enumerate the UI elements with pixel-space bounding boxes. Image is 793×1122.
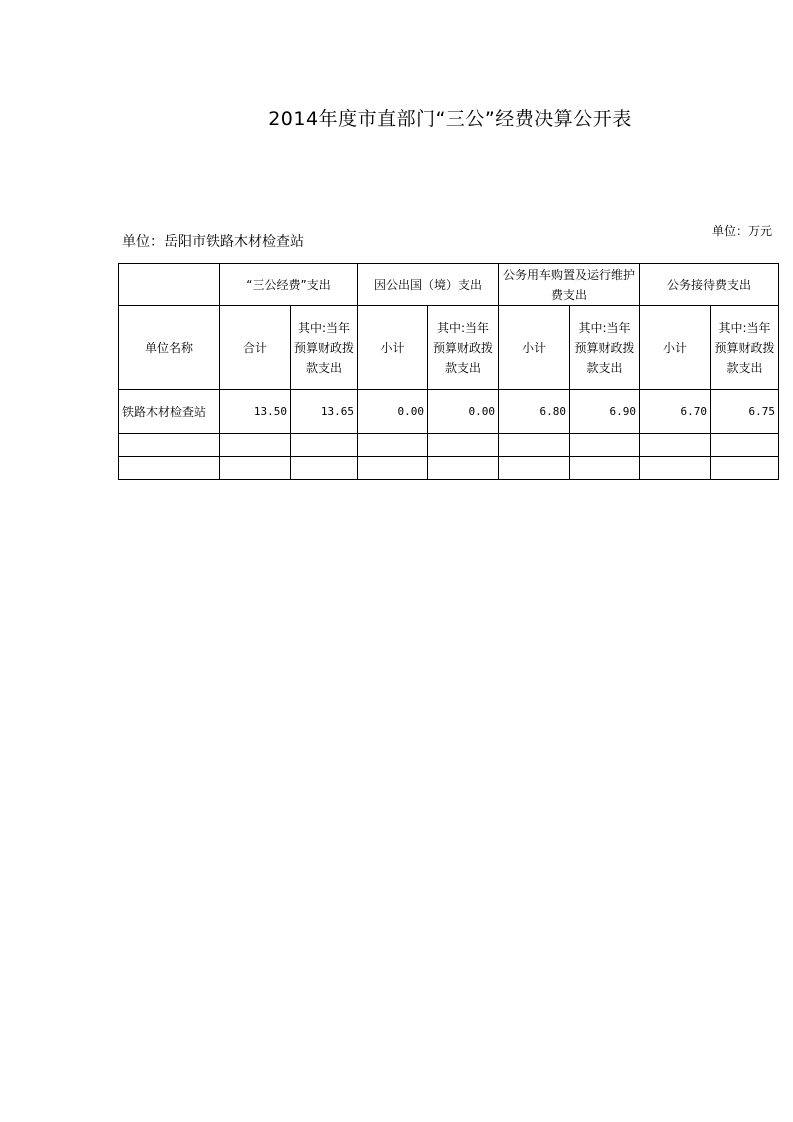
cell-reception-subtotal: 6.70 bbox=[640, 390, 711, 434]
three-public-expenses-table bbox=[118, 263, 779, 480]
empty-cell bbox=[711, 457, 779, 480]
header-blank-cell bbox=[119, 264, 220, 306]
empty-cell bbox=[570, 457, 640, 480]
empty-cell bbox=[499, 434, 570, 457]
cell-vehicle-budget: 6.90 bbox=[570, 390, 640, 434]
row-unit-name bbox=[119, 457, 220, 480]
header-overseas-travel: 因公出国（境）支出 bbox=[358, 264, 499, 306]
empty-cell bbox=[358, 457, 428, 480]
empty-cell bbox=[570, 434, 640, 457]
header-unit-name: 单位名称 bbox=[119, 306, 220, 390]
header-row-columns bbox=[119, 306, 779, 390]
empty-cell bbox=[358, 434, 428, 457]
header-subtotal: 小计 bbox=[358, 306, 428, 390]
header-subtotal: 小计 bbox=[640, 306, 711, 390]
cell-total-budget: 13.65 bbox=[291, 390, 358, 434]
row-unit-name: 铁路木材检查站 bbox=[119, 390, 220, 434]
header-budget-part: 其中:当年预算财政拨款支出 bbox=[428, 306, 499, 390]
table-row bbox=[119, 390, 779, 434]
row-unit-name bbox=[119, 434, 220, 457]
table-row bbox=[119, 434, 779, 457]
cell-overseas-budget: 0.00 bbox=[428, 390, 499, 434]
header-vehicle-expenses: 公务用车购置及运行维护费支出 bbox=[499, 264, 640, 306]
empty-cell bbox=[220, 457, 291, 480]
empty-cell bbox=[640, 434, 711, 457]
table-row bbox=[119, 457, 779, 480]
empty-cell bbox=[499, 457, 570, 480]
empty-cell bbox=[428, 457, 499, 480]
unit-of-measure: 单位：万元 bbox=[711, 224, 772, 238]
document-title: 2014年度市直部门“三公”经费决算公开表 bbox=[268, 108, 632, 130]
header-total: 合计 bbox=[220, 306, 291, 390]
header-budget-part: 其中:当年预算财政拨款支出 bbox=[570, 306, 640, 390]
header-row-groups bbox=[119, 264, 779, 306]
cell-vehicle-subtotal: 6.80 bbox=[499, 390, 570, 434]
empty-cell bbox=[291, 434, 358, 457]
unit-label: 单位：岳阳市铁路木材检查站 bbox=[122, 234, 304, 250]
empty-cell bbox=[220, 434, 291, 457]
cell-overseas-subtotal: 0.00 bbox=[358, 390, 428, 434]
header-subtotal: 小计 bbox=[499, 306, 570, 390]
header-three-public-expenses: “三公经费”支出 bbox=[220, 264, 358, 306]
cell-reception-budget: 6.75 bbox=[711, 390, 779, 434]
empty-cell bbox=[428, 434, 499, 457]
header-budget-part: 其中:当年预算财政拨款支出 bbox=[291, 306, 358, 390]
header-reception-expenses: 公务接待费支出 bbox=[640, 264, 779, 306]
header-budget-part: 其中:当年预算财政拨款支出 bbox=[711, 306, 779, 390]
empty-cell bbox=[711, 434, 779, 457]
empty-cell bbox=[291, 457, 358, 480]
cell-total: 13.50 bbox=[220, 390, 291, 434]
empty-cell bbox=[640, 457, 711, 480]
